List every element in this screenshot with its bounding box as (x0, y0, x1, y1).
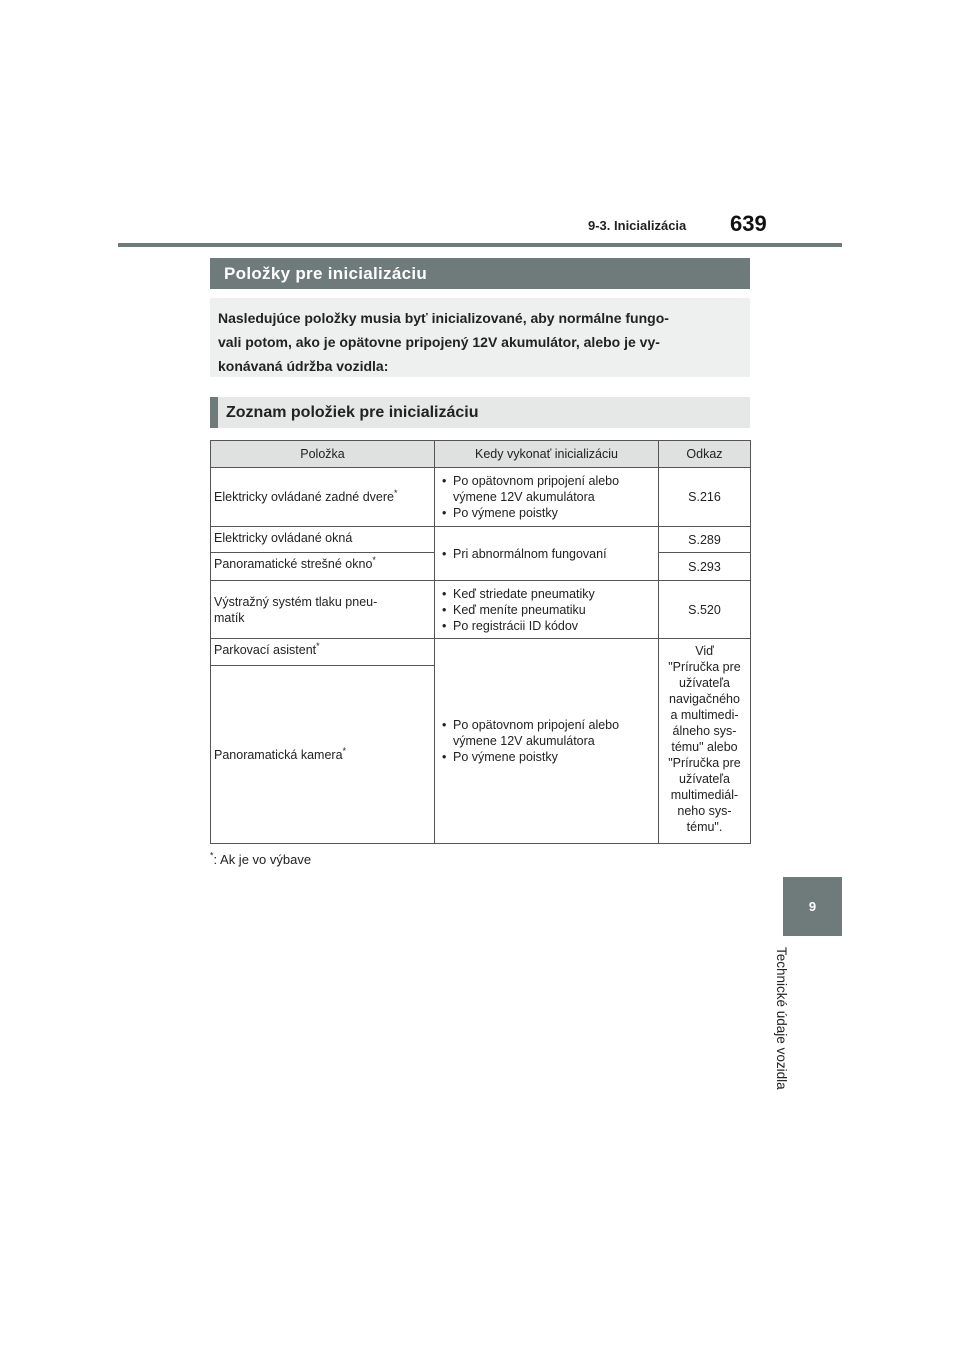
ref-line: multimediál- (670, 788, 739, 802)
page-number: 639 (730, 211, 767, 236)
initialization-table (210, 440, 751, 844)
intro-box (210, 298, 750, 377)
when-bullet: • Po registrácii ID kódov (438, 618, 655, 634)
chapter-label-text: Technické údaje vozidla (774, 947, 789, 1090)
ref-line: Viď (695, 644, 714, 658)
item-cell (211, 468, 435, 527)
table-header-row (211, 441, 751, 468)
item-cell (211, 639, 435, 666)
item-cell (211, 553, 435, 581)
column-header: Položka (211, 441, 435, 468)
footnote-text: : Ak je vo výbave (213, 852, 312, 867)
ref-cell (659, 639, 751, 844)
footnote-mark: * (393, 487, 398, 498)
ref-line: a multimedi- (670, 708, 739, 722)
when-bullet: • Po výmene poistky (438, 749, 655, 765)
footnote-mark: * (210, 850, 214, 861)
ref-line: neho sys- (677, 804, 732, 818)
footnote-mark: * (372, 554, 376, 565)
subsection-title: Zoznam položiek pre inicializáciu (210, 397, 750, 428)
intro-line: konávaná údržba vozidla: (218, 358, 389, 374)
item-label: Panoramatická kamera (214, 747, 343, 762)
intro-line: Nasledujúce položky musia byť inicializované, aby normálne fungo- (218, 310, 669, 326)
chapter-tab: 9 (783, 877, 842, 936)
footnote-mark: * (316, 640, 320, 651)
item-label: matík (214, 610, 245, 625)
ref-line: užívateľa (679, 676, 730, 690)
footnote-mark: * (342, 745, 347, 756)
table-row (211, 639, 751, 666)
when-cell (435, 581, 659, 639)
item-label: Parkovací asistent (214, 643, 317, 657)
item-cell (211, 581, 435, 639)
section-header: 9-3. Inicializácia (588, 218, 687, 233)
item-cell (211, 527, 435, 553)
ref-line: tému". (686, 820, 723, 834)
intro-line: vali potom, ako je opätovne pripojený 12V akumulátor, alebo je vy- (218, 334, 660, 350)
when-cell (435, 639, 659, 844)
ref-line: navigačného (669, 692, 740, 706)
when-bullet: • Keď meníte pneumatiku (438, 602, 655, 618)
when-bullet: • Po opätovnom pripojení alebo výmene 12V akumulátora (438, 717, 655, 749)
table-row (211, 527, 751, 553)
ref-line: álneho sys- (672, 724, 737, 738)
column-header: Odkaz (659, 441, 751, 468)
chapter-label (774, 947, 814, 1117)
when-cell (435, 468, 659, 527)
when-bullet: • Po výmene poistky (438, 505, 655, 521)
ref-line: užívateľa (679, 772, 730, 786)
ref-cell: S.293 (659, 553, 751, 581)
item-label: Elektricky ovládané zadné dvere (214, 490, 394, 504)
ref-cell: S.289 (659, 527, 751, 553)
when-bullet: • Po opätovnom pripojení alebo výmene 12V akumulátora (438, 473, 655, 505)
when-cell (435, 527, 659, 581)
header-divider (118, 243, 842, 247)
ref-cell: S.216 (659, 468, 751, 527)
ref-cell: S.520 (659, 581, 751, 639)
item-cell (211, 666, 435, 844)
item-label: Výstražný systém tlaku pneu- (214, 594, 378, 609)
ref-line: "Príručka pre (668, 660, 741, 674)
table-row (211, 468, 751, 527)
when-bullet: • Pri abnormálnom fungovaní (438, 546, 655, 562)
item-label: Elektricky ovládané okná (214, 531, 353, 545)
table-row (211, 581, 751, 639)
section-title: Položky pre inicializáciu (210, 258, 750, 289)
when-bullet: • Keď striedate pneumatiky (438, 586, 655, 602)
ref-line: tému" alebo (671, 740, 738, 754)
item-label: Panoramatické strešné okno (214, 557, 373, 571)
column-header: Kedy vykonať inicializáciu (435, 441, 659, 468)
footnote (210, 852, 311, 867)
ref-line: "Príručka pre (668, 756, 741, 770)
